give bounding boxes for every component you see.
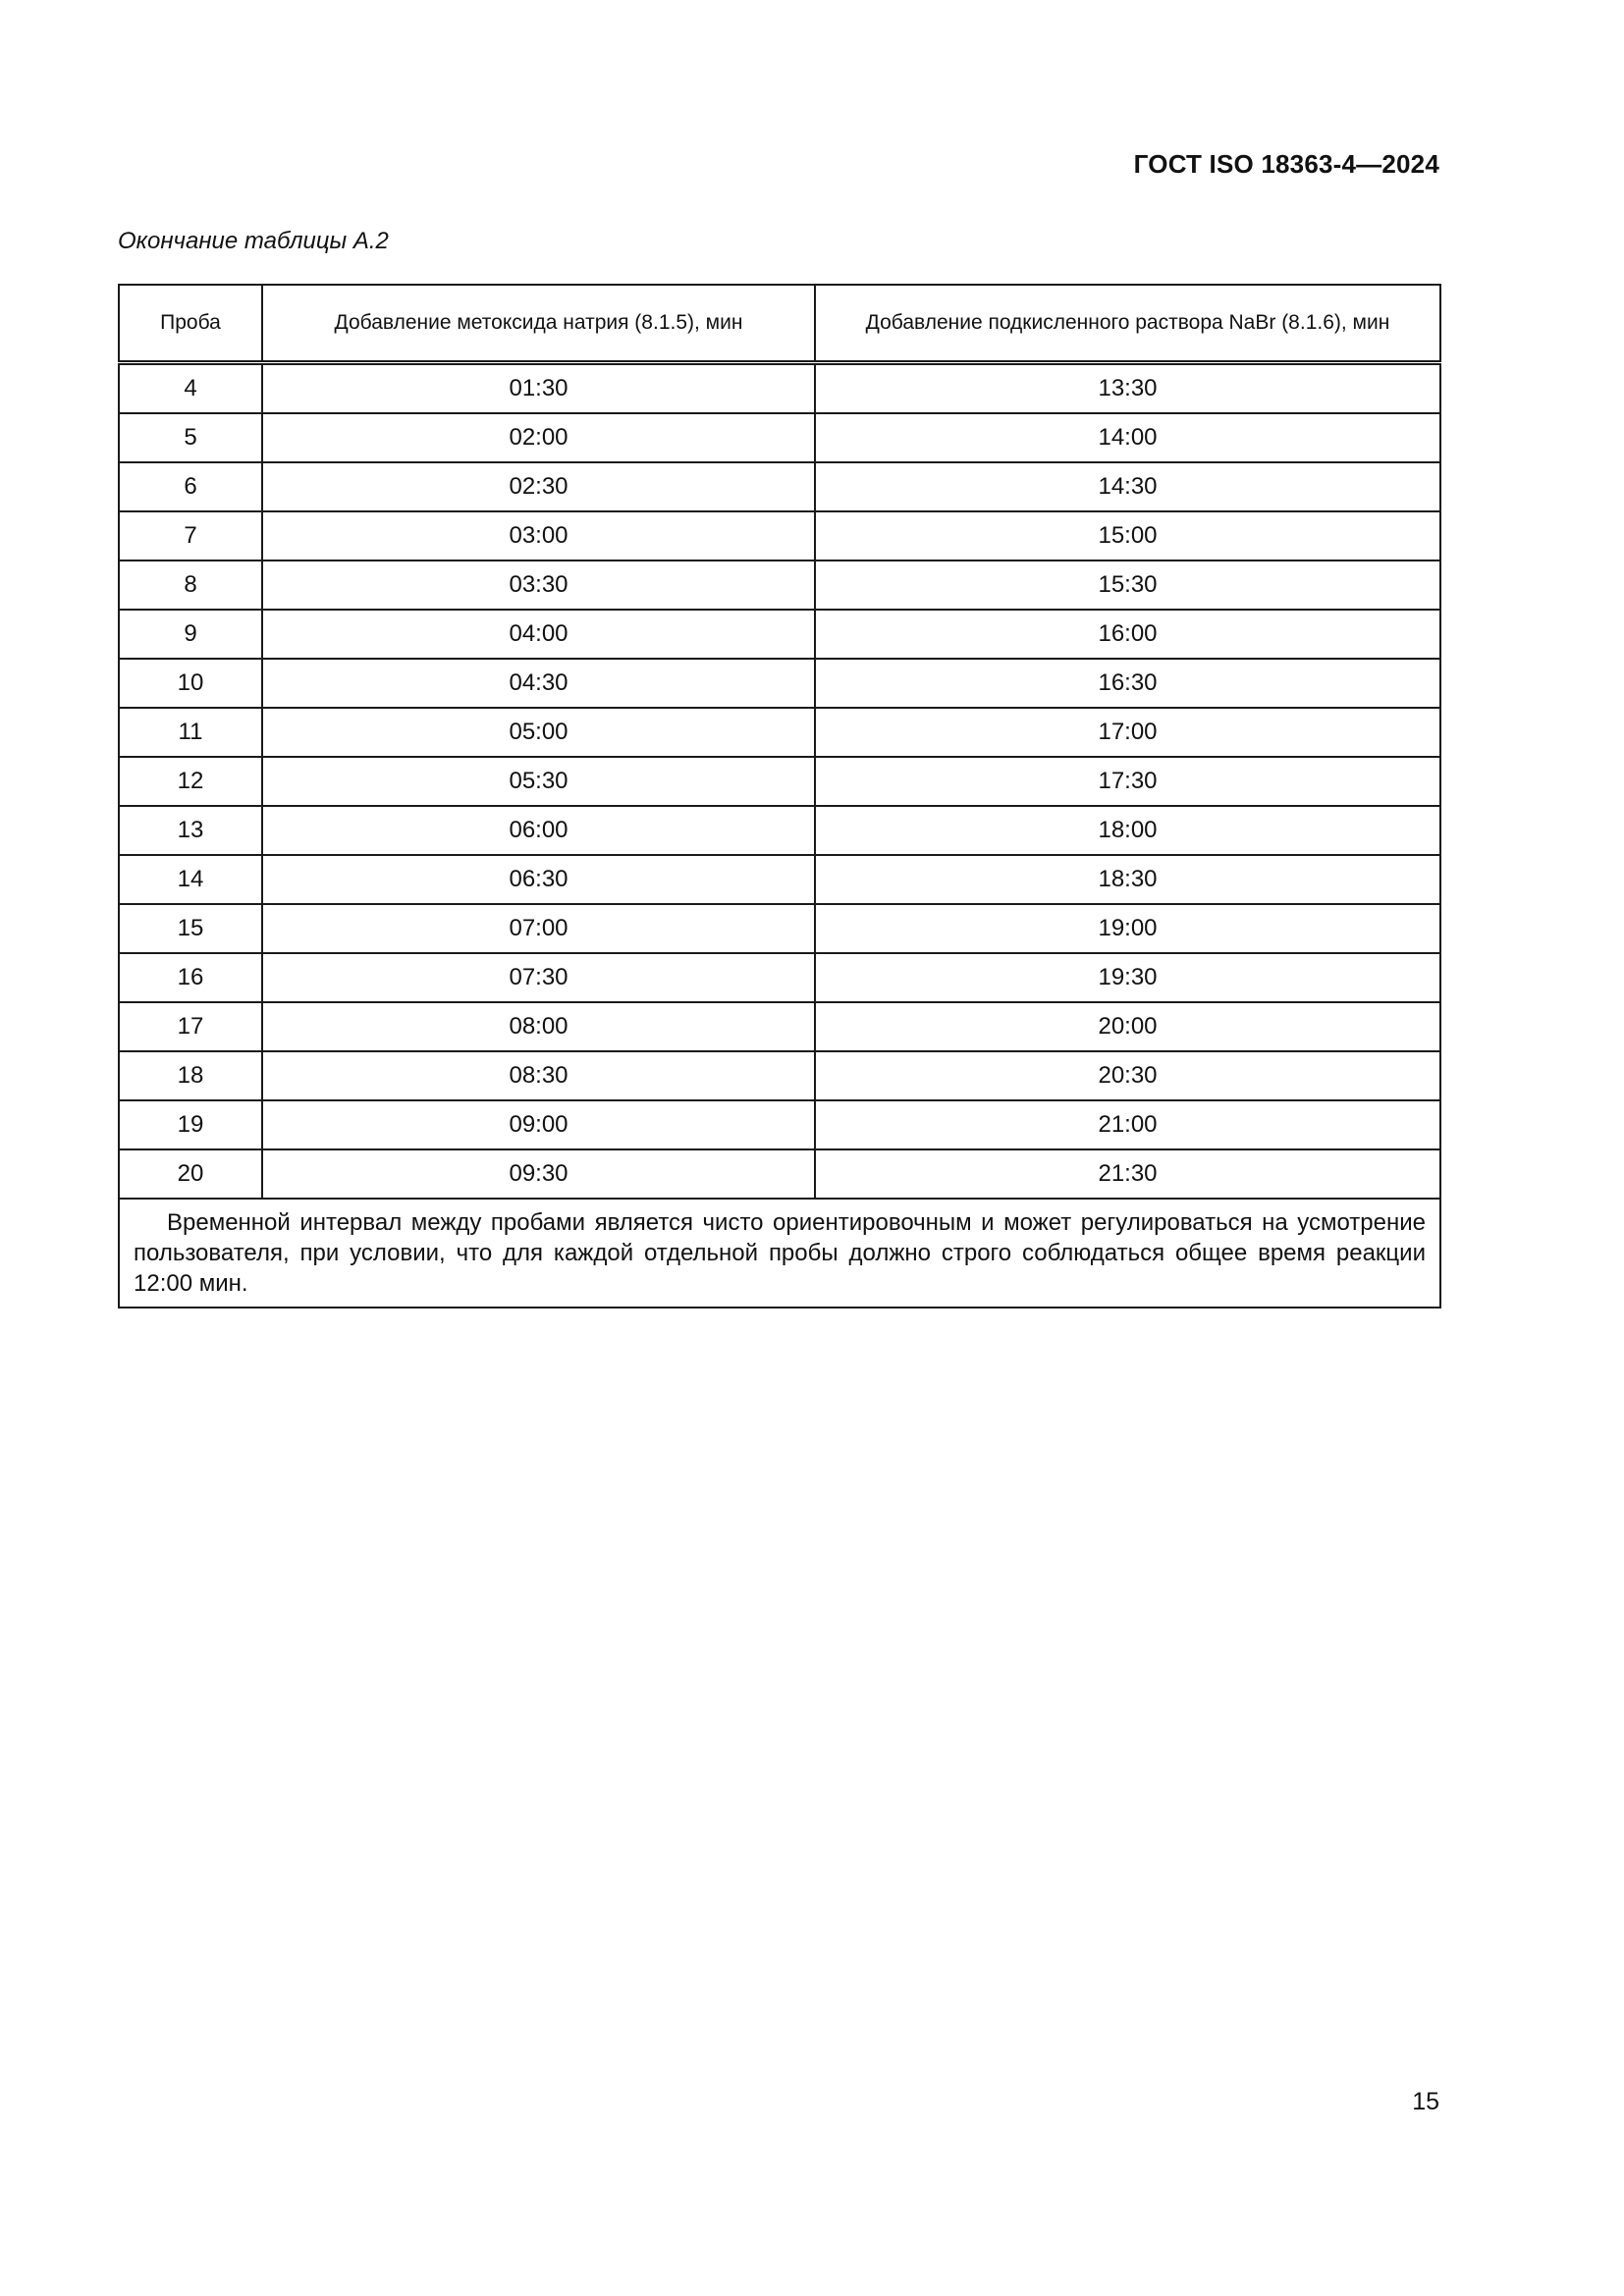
- nabr-time-cell: 18:00: [815, 806, 1440, 855]
- methoxide-time-cell: 06:00: [262, 806, 815, 855]
- methoxide-time-cell: 02:00: [262, 413, 815, 462]
- table-caption: Окончание таблицы А.2: [118, 228, 389, 254]
- table-header-row: [119, 285, 1440, 363]
- table-row: [119, 1149, 1440, 1199]
- methoxide-time-cell: 06:30: [262, 855, 815, 904]
- table-row: [119, 561, 1440, 610]
- methoxide-time-cell: 04:00: [262, 610, 815, 659]
- nabr-time-cell: 17:30: [815, 757, 1440, 806]
- nabr-time-cell: 21:30: [815, 1149, 1440, 1199]
- sample-cell: 18: [119, 1051, 262, 1100]
- nabr-time-cell: 17:00: [815, 708, 1440, 757]
- column-header-sample: Проба: [119, 285, 262, 363]
- nabr-time-cell: 18:30: [815, 855, 1440, 904]
- table-row: [119, 462, 1440, 511]
- nabr-time-cell: 20:00: [815, 1002, 1440, 1051]
- page-number: 15: [1412, 2088, 1439, 2115]
- nabr-time-cell: 15:00: [815, 511, 1440, 561]
- methoxide-time-cell: 05:30: [262, 757, 815, 806]
- table-row: [119, 904, 1440, 953]
- nabr-time-cell: 19:30: [815, 953, 1440, 1002]
- methoxide-time-cell: 07:30: [262, 953, 815, 1002]
- methoxide-time-cell: 01:30: [262, 363, 815, 414]
- table-row: [119, 1100, 1440, 1149]
- table-row: [119, 511, 1440, 561]
- methoxide-time-cell: 09:30: [262, 1149, 815, 1199]
- sample-cell: 9: [119, 610, 262, 659]
- table-row: [119, 659, 1440, 708]
- sample-cell: 4: [119, 363, 262, 414]
- nabr-time-cell: 14:30: [815, 462, 1440, 511]
- document-id: ГОСТ ISO 18363-4—2024: [1133, 149, 1439, 179]
- table-row: [119, 413, 1440, 462]
- nabr-time-cell: 16:00: [815, 610, 1440, 659]
- methoxide-time-cell: 04:30: [262, 659, 815, 708]
- sample-cell: 11: [119, 708, 262, 757]
- column-header-methoxide: Добавление метоксида натрия (8.1.5), мин: [262, 285, 815, 363]
- sample-cell: 20: [119, 1149, 262, 1199]
- sample-cell: 10: [119, 659, 262, 708]
- table-row: [119, 1051, 1440, 1100]
- methoxide-time-cell: 08:30: [262, 1051, 815, 1100]
- table-row: [119, 757, 1440, 806]
- table-row: [119, 855, 1440, 904]
- nabr-time-cell: 14:00: [815, 413, 1440, 462]
- nabr-time-cell: 21:00: [815, 1100, 1440, 1149]
- note-row: [119, 1199, 1440, 1308]
- sample-cell: 17: [119, 1002, 262, 1051]
- sample-cell: 15: [119, 904, 262, 953]
- methoxide-time-cell: 05:00: [262, 708, 815, 757]
- methoxide-time-cell: 08:00: [262, 1002, 815, 1051]
- sample-cell: 5: [119, 413, 262, 462]
- sample-cell: 14: [119, 855, 262, 904]
- table-row: [119, 1002, 1440, 1051]
- methoxide-time-cell: 07:00: [262, 904, 815, 953]
- methoxide-time-cell: 02:30: [262, 462, 815, 511]
- sample-cell: 16: [119, 953, 262, 1002]
- nabr-time-cell: 15:30: [815, 561, 1440, 610]
- column-header-nabr: Добавление подкисленного раствора NaBr (8.1.6), мин: [815, 285, 1440, 363]
- methoxide-time-cell: 03:00: [262, 511, 815, 561]
- table-row: [119, 708, 1440, 757]
- table-container: [118, 284, 1439, 1308]
- table-body: [119, 363, 1440, 1308]
- sample-cell: 12: [119, 757, 262, 806]
- nabr-time-cell: 20:30: [815, 1051, 1440, 1100]
- table-row: [119, 610, 1440, 659]
- data-table: [118, 284, 1441, 1308]
- nabr-time-cell: 19:00: [815, 904, 1440, 953]
- sample-cell: 7: [119, 511, 262, 561]
- methoxide-time-cell: 03:30: [262, 561, 815, 610]
- table-row: [119, 363, 1440, 414]
- nabr-time-cell: 13:30: [815, 363, 1440, 414]
- table-note: Временной интервал между пробами является чисто ориентировочным и может регулироваться на усмотрение пользователя, при условии, что для каждой отдельной пробы должно строго соблюдаться общее время реакции 12:00 мин.: [119, 1199, 1440, 1308]
- sample-cell: 19: [119, 1100, 262, 1149]
- table-row: [119, 806, 1440, 855]
- sample-cell: 13: [119, 806, 262, 855]
- sample-cell: 6: [119, 462, 262, 511]
- methoxide-time-cell: 09:00: [262, 1100, 815, 1149]
- table-row: [119, 953, 1440, 1002]
- sample-cell: 8: [119, 561, 262, 610]
- nabr-time-cell: 16:30: [815, 659, 1440, 708]
